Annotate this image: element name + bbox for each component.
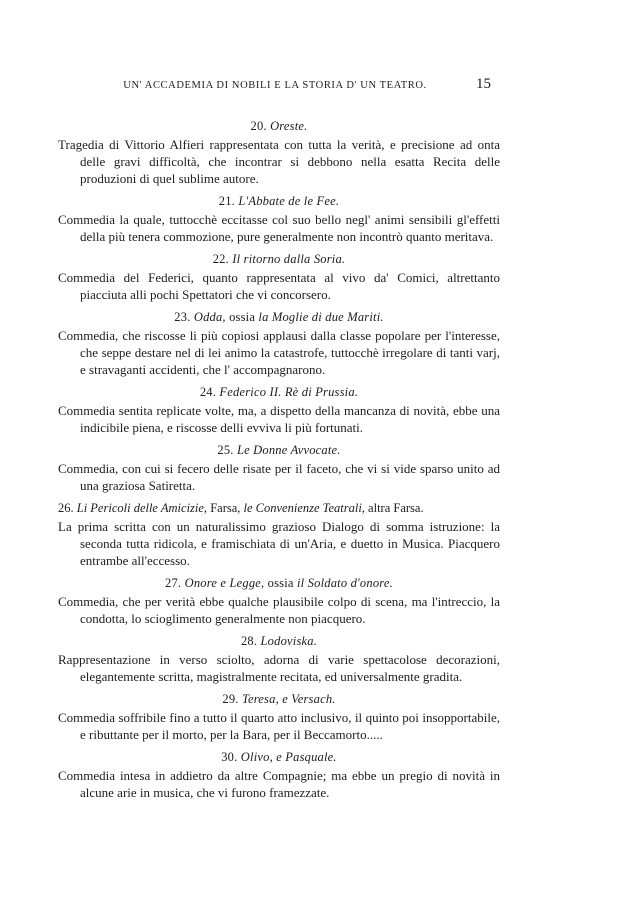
entry-title-24 [58, 384, 500, 401]
entry-body-22: Commedia del Federici, quanto rappresentata al vivo da' Comici, altrettanto piacciuta alli pochi Spettatori che vi concorsero. [58, 270, 500, 302]
entry-body-27: Commedia, che per verità ebbe qualche plausibile colpo di scena, ma l'intreccio, la condotta, lo scioglimento generalmente non piacquero. [58, 594, 500, 626]
entry-number: 23. [174, 310, 191, 324]
entry-number: 20. [250, 119, 267, 133]
entry-title-27 [58, 575, 500, 592]
entry-title-text: Teresa, e Versach. [241, 692, 336, 706]
entry-title-text: Oreste. [270, 119, 308, 133]
entry-body-28: Rappresentazione in verso sciolto, adorna di varie spettacolose decorazioni, elegantemente scritta, magistralmente recitata, ed universalmente gradita. [58, 652, 500, 684]
entry-title-29 [58, 691, 500, 708]
entry-body-21: Commedia la quale, tuttocchè eccitasse col suo bello negl' animi sensibili gl'effetti della più tenera commozione, pure generalmente non incontrò quanto meritava. [58, 212, 500, 244]
entry-title-connector: Farsa, [210, 501, 241, 515]
entry-number: 24. [199, 385, 217, 399]
entry-title-26 [58, 500, 500, 517]
entry-title-part: la Moglie di due Mariti. [258, 310, 384, 324]
entry-number: 25. [217, 443, 234, 457]
entry-number: 29. [222, 692, 239, 706]
running-title: UN' ACCADEMIA DI NOBILI E LA STORIA D' UN TEATRO. [123, 80, 427, 91]
entry-number: 27. [165, 576, 182, 590]
entry-title-text: L'Abbate de le Fee. [238, 194, 340, 208]
entry-title-21 [58, 193, 500, 210]
entry-title-text: Lodoviska. [260, 634, 318, 648]
page-content [58, 118, 500, 801]
entry-title-part: Onore e Legge, [184, 576, 265, 590]
entry-title-30 [58, 749, 500, 766]
entry-number: 22. [212, 252, 229, 266]
entry-number: 28. [240, 634, 258, 648]
entry-title-part: Odda, [193, 310, 226, 324]
entry-title-25 [58, 442, 500, 459]
entry-title-text: Il ritorno dalla Soria. [232, 252, 346, 266]
entry-body-25: Commedia, con cui si fecero delle risate per il faceto, che vi si vide sparso unito ad una graziosa Satiretta. [58, 461, 500, 493]
entry-body-26: La prima scritta con un naturalissimo grazioso Dialogo di somma istruzione: la seconda tutta ridicola, e framischiata di un'Aria, e duetto in Musica. Piacquero entrambe all'eccesso. [58, 519, 500, 568]
entry-body-24: Commedia sentita replicate volte, ma, a dispetto della mancanza di novità, ebbe una indicibile piena, e riscosse delli evviva li più fortunati. [58, 403, 500, 435]
page-number: 15 [476, 76, 491, 92]
entry-title-connector: ossia [229, 310, 256, 324]
entry-title-text: Federico II. Rè di Prussia. [219, 385, 359, 399]
entry-number: 26. [58, 501, 74, 515]
entry-title-text: Le Donne Avvocate. [236, 443, 341, 457]
entry-title-connector: ossia [267, 576, 294, 590]
entry-title-part: Li Pericoli delle Amicizie, [76, 501, 208, 515]
entry-title-23 [58, 309, 500, 326]
entry-title-20 [58, 118, 500, 135]
entry-number: 30. [221, 750, 238, 764]
entry-title-connector: altra Farsa. [368, 501, 424, 515]
entry-title-28 [58, 633, 500, 650]
entry-body-23: Commedia, che riscosse li più copiosi applausi dalla classe popolare per l'interesse, che seppe destare nel di lei animo la catastrofe, tuttocchè irregolare di tanti varj, e stravaganti accidenti, che l' accompagnarono. [58, 328, 500, 377]
entry-title-part: il Soldato d'onore. [297, 576, 393, 590]
entry-number: 21. [218, 194, 235, 208]
entry-body-20: Tragedia di Vittorio Alfieri rappresentata con tutta la verità, e precisione ad onta delle gravi difficoltà, che incontrar si debbono nella esatta Recita delle produzioni di quel sublime autore. [58, 137, 500, 186]
entry-body-29: Commedia soffribile fino a tutto il quarto atto inclusivo, il quinto poi insopportabile, e ributtante per il morto, per la Bara, per il Beccamorto..... [58, 710, 500, 742]
entry-title-22 [58, 251, 500, 268]
entry-title-part: le Convenienze Teatrali, [243, 501, 365, 515]
entry-body-30: Commedia intesa in addietro da altre Compagnie; ma ebbe un pregio di novità in alcune arie in musica, che vi furono framezzate. [58, 768, 500, 800]
entry-title-text: Olivo, e Pasquale. [240, 750, 337, 764]
